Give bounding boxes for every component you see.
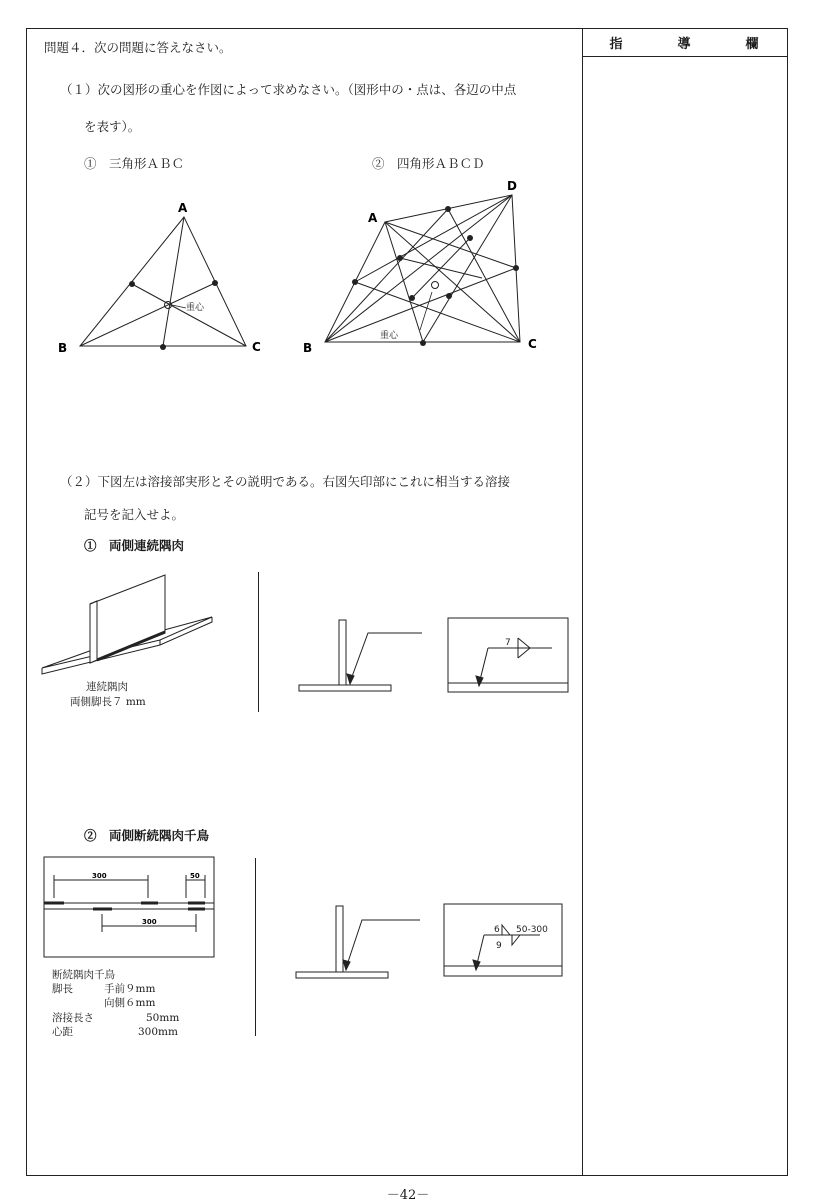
part2-instruction-line1: （２）下図左は溶接部実形とその説明である。右図矢印部にこれに相当する溶接 bbox=[60, 474, 511, 489]
sub2-weld-length-label: 溶接長さ bbox=[52, 1012, 94, 1024]
quad-centroid-note: 重心 bbox=[380, 331, 399, 341]
triangle-centroid-note: 重心 bbox=[186, 303, 205, 313]
guide-header-char-3: 欄 bbox=[745, 37, 761, 52]
sub2-answer-top-size: 6 bbox=[494, 925, 500, 935]
sub1-desc-line2: 両側脚長７ mm bbox=[70, 696, 146, 708]
triangle-point-b: B bbox=[58, 341, 68, 355]
quad-point-c: C bbox=[528, 337, 537, 351]
sub2-answer-top-spec: 50-300 bbox=[516, 925, 548, 935]
guide-header-char-1: 指 bbox=[609, 37, 625, 52]
sub2-weld-length-value: 50mm bbox=[146, 1012, 180, 1024]
quad-point-d: D bbox=[507, 179, 517, 193]
quad-point-a: A bbox=[368, 211, 378, 225]
sub2-pitch-value: 300mm bbox=[138, 1026, 178, 1038]
sub2-pitch-label: 心距 bbox=[52, 1026, 73, 1038]
guide-header-char-2: 導 bbox=[677, 37, 693, 52]
sub2-desc-title: 断続隅肉千鳥 bbox=[52, 969, 115, 981]
triangle-point-c: C bbox=[252, 340, 261, 354]
sub1-answer-size: 7 bbox=[505, 638, 511, 648]
sub1-caption: ① 両側連続隅肉 bbox=[84, 538, 185, 553]
figure1-caption: ① 三角形ＡＢＣ bbox=[84, 156, 185, 171]
sub2-leg-front: 手前９mm bbox=[104, 983, 156, 995]
part1-instruction-line1: （１）次の図形の重心を作図によって求めなさい。（図形中の・点は、各辺の中点 bbox=[60, 82, 517, 97]
triangle-point-a: A bbox=[178, 201, 188, 215]
sub2-leg-label: 脚長 bbox=[52, 983, 73, 995]
dim-pitch-bottom: 300 bbox=[142, 918, 157, 926]
figure2-caption: ② 四角形ＡＢＣＤ bbox=[372, 156, 485, 171]
dim-pitch-top: 300 bbox=[92, 872, 107, 880]
part1-instruction-line2: を表す）。 bbox=[84, 119, 141, 134]
part2-instruction-line2: 記号を記入せよ。 bbox=[84, 507, 185, 522]
sub1-desc-line1: 連続隅肉 bbox=[86, 681, 128, 693]
page-number: －42－ bbox=[386, 1188, 430, 1203]
question-title: 問題４．次の問題に答えなさい。 bbox=[44, 40, 232, 55]
sub2-leg-back: 向側６mm bbox=[104, 997, 156, 1009]
dim-weld-length: 50 bbox=[190, 872, 200, 880]
sub2-answer-bottom-size: 9 bbox=[496, 941, 502, 951]
sub2-caption: ② 両側断続隅肉千鳥 bbox=[84, 828, 210, 843]
quad-point-b: B bbox=[303, 341, 313, 355]
